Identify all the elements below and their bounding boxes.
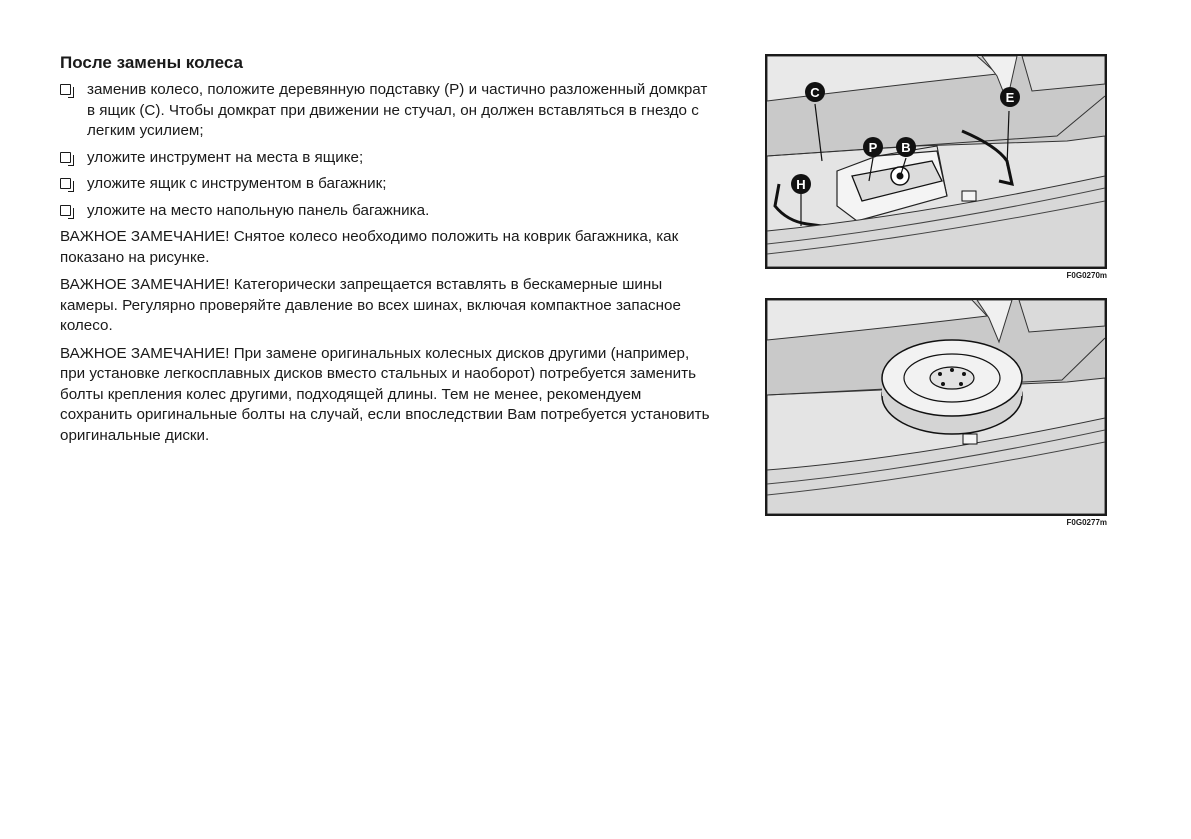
figure-toolbox-illustration xyxy=(765,54,1107,269)
callout-e xyxy=(1000,87,1020,107)
toolbox-drawing xyxy=(767,56,1105,267)
figure-caption: F0G0270m xyxy=(1066,271,1107,280)
wheel-drawing xyxy=(767,300,1105,514)
callout-p xyxy=(863,137,883,157)
checkbox-bullet-icon xyxy=(60,205,71,216)
svg-text:P: P xyxy=(868,140,878,155)
list-item: уложите на место напольную панель багажника. xyxy=(60,201,715,222)
checkbox-bullet-icon xyxy=(60,84,71,95)
svg-text:C: C xyxy=(810,85,820,100)
svg-text:E: E xyxy=(1005,90,1015,105)
callout-c xyxy=(805,82,825,102)
list-item: заменив колесо, положите деревянную подставку (P) и частично разложенный домкрат в ящик (C). Чтобы домкрат при движении не стучал, он должен вставляться в гнездо с легким усилием; xyxy=(60,80,715,142)
callout-h xyxy=(791,174,811,194)
section-heading: После замены колеса xyxy=(60,53,243,72)
svg-text:H: H xyxy=(796,177,806,192)
note-paragraph: ВАЖНОЕ ЗАМЕЧАНИЕ! При замене оригинальных колесных дисков другими (например, при установке легкосплавных дисков вместо стальных и наоборот) потребуется заменить болты крепления колес другими, подходящей длины. Тем не менее, рекомендуем сохранить оригинальные болты на случай, если впоследствии Вам потребуется установить оригинальные диски. xyxy=(60,344,710,444)
list-item: уложите ящик с инструментом в багажник; xyxy=(60,174,715,195)
svg-text:B: B xyxy=(901,140,911,155)
figure-wheel-illustration xyxy=(765,298,1107,516)
checkbox-bullet-icon xyxy=(60,152,71,163)
callout-b xyxy=(896,137,916,157)
steps-list xyxy=(60,80,715,221)
checkbox-bullet-icon xyxy=(60,178,71,189)
text-column xyxy=(60,52,715,453)
figure-caption: F0G0277m xyxy=(1066,518,1107,527)
note-paragraph: ВАЖНОЕ ЗАМЕЧАНИЕ! Снятое колесо необходимо положить на коврик багажника, как показано на рисунке. xyxy=(60,228,679,266)
note-paragraph: ВАЖНОЕ ЗАМЕЧАНИЕ! Категорически запрещается вставлять в бескамерные шины камеры. Регулярно проверяйте давление во всех шинах, включая компактное запасное колесо. xyxy=(60,276,681,334)
list-item: уложите инструмент на места в ящике; xyxy=(60,148,715,169)
